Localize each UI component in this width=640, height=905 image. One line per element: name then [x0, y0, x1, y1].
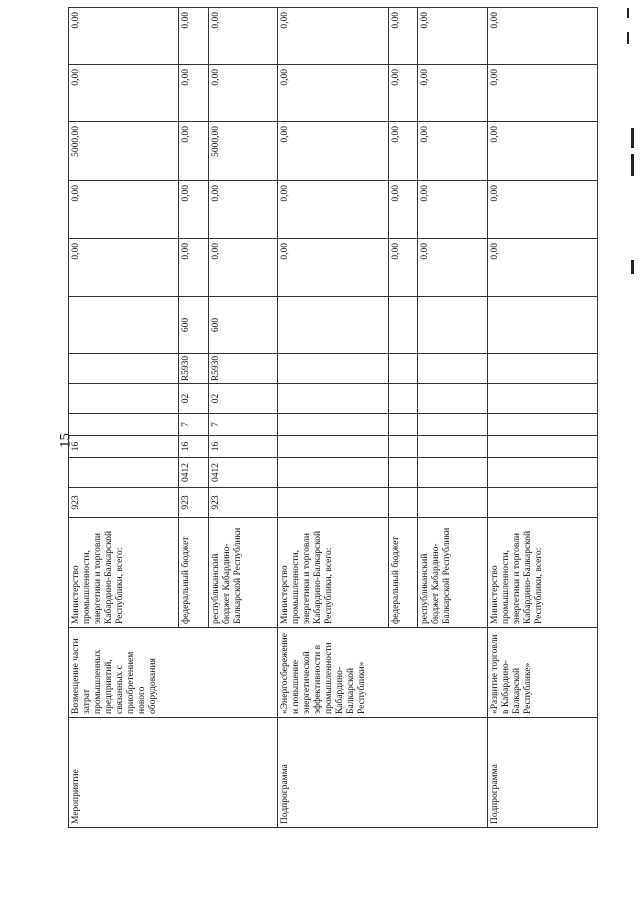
amount-cell-v4: 0,00	[487, 65, 597, 122]
code-cell-cs: R5930	[179, 354, 208, 384]
code-cell-rz: 0412	[179, 458, 208, 488]
amount-cell-v3: 0,00	[179, 122, 208, 181]
code-cell-rz	[278, 458, 388, 488]
code-cell-pr: 16	[208, 436, 278, 458]
code-cell-rz	[487, 458, 597, 488]
code-cell-pgp	[69, 384, 179, 414]
code-cell-gp	[388, 414, 417, 436]
amount-cell-v3: 0,00	[417, 122, 487, 181]
amount-cell-v3: 5000,00	[208, 122, 278, 181]
amount-cell-v4: 0,00	[388, 65, 417, 122]
code-cell-cs	[388, 354, 417, 384]
executor-cell: Министерство промышленности, энергетики и торговли Кабардино-Балкарской Республики, всего:	[487, 518, 597, 628]
code-cell-grbs	[278, 488, 388, 518]
code-cell-pgp	[278, 384, 388, 414]
code-cell-vr	[417, 297, 487, 354]
row-name-cell: «Развитие торговли в Кабардино-Балкарской Республике»	[487, 628, 597, 718]
amount-cell-v5: 0,00	[208, 8, 278, 65]
amount-cell-v2: 0,00	[69, 181, 179, 239]
amount-cell-v1: 0,00	[69, 239, 179, 297]
amount-cell-v5: 0,00	[69, 8, 179, 65]
code-cell-rz: 0412	[208, 458, 278, 488]
amount-cell-v2: 0,00	[487, 181, 597, 239]
code-cell-pr: 16	[69, 436, 179, 458]
amount-cell-v3: 5000,00	[69, 122, 179, 181]
page-number: 15	[57, 433, 74, 448]
code-cell-gp	[69, 414, 179, 436]
code-cell-cs	[278, 354, 388, 384]
code-cell-vr	[487, 297, 597, 354]
table-row	[278, 8, 388, 828]
amount-cell-v4: 0,00	[278, 65, 388, 122]
code-cell-rz	[69, 458, 179, 488]
executor-cell: республиканский бюджет Кабардино-Балкарской Республики	[208, 518, 278, 628]
amount-cell-v5: 0,00	[388, 8, 417, 65]
code-cell-gp	[487, 414, 597, 436]
amount-cell-v1: 0,00	[179, 239, 208, 297]
code-cell-cs	[69, 354, 179, 384]
code-cell-pgp: 02	[179, 384, 208, 414]
code-cell-pgp	[487, 384, 597, 414]
executor-cell: федеральный бюджет	[179, 518, 208, 628]
amount-cell-v2: 0,00	[278, 181, 388, 239]
row-name-cell: Возмещение части затрат промышленных предприятий, связанных с приобретением нового оборудования	[69, 628, 278, 718]
row-type-cell: Мероприятие	[69, 718, 278, 828]
amount-cell-v4: 0,00	[208, 65, 278, 122]
code-cell-vr	[278, 297, 388, 354]
scan-edge-mark	[627, 8, 629, 18]
scan-edge-mark	[631, 154, 634, 176]
code-cell-pr: 16	[179, 436, 208, 458]
code-cell-rz	[388, 458, 417, 488]
amount-cell-v3: 0,00	[278, 122, 388, 181]
code-cell-gp	[278, 414, 388, 436]
amount-cell-v1: 0,00	[487, 239, 597, 297]
code-cell-gp	[417, 414, 487, 436]
executor-cell: Министерство промышленности, энергетики и торговли Кабардино-Балкарской Республики, всего:	[69, 518, 179, 628]
amount-cell-v2: 0,00	[179, 181, 208, 239]
scan-edge-mark	[627, 32, 629, 44]
executor-cell: республиканский бюджет Кабардино-Балкарской Республики	[417, 518, 487, 628]
scan-edge-mark	[631, 128, 634, 148]
amount-cell-v4: 0,00	[69, 65, 179, 122]
amount-cell-v5: 0,00	[278, 8, 388, 65]
code-cell-pgp	[388, 384, 417, 414]
amount-cell-v4: 0,00	[179, 65, 208, 122]
code-cell-cs: R5930	[208, 354, 278, 384]
amount-cell-v5: 0,00	[417, 8, 487, 65]
code-cell-pr	[278, 436, 388, 458]
executor-cell: федеральный бюджет	[388, 518, 417, 628]
amount-cell-v1: 0,00	[278, 239, 388, 297]
code-cell-cs	[487, 354, 597, 384]
amount-cell-v5: 0,00	[179, 8, 208, 65]
row-type-cell: Подпрограмма	[278, 718, 487, 828]
amount-cell-v1: 0,00	[388, 239, 417, 297]
code-cell-rz	[417, 458, 487, 488]
code-cell-grbs	[388, 488, 417, 518]
code-cell-vr: 600	[208, 297, 278, 354]
code-cell-gp: 7	[208, 414, 278, 436]
code-cell-grbs: 923	[69, 488, 179, 518]
scan-edge-mark	[631, 260, 634, 274]
amount-cell-v3: 0,00	[388, 122, 417, 181]
code-cell-pgp: 02	[208, 384, 278, 414]
code-cell-vr: 600	[179, 297, 208, 354]
rotated-table-area	[68, 12, 598, 828]
code-cell-grbs: 923	[208, 488, 278, 518]
executor-cell: Министерство промышленности, энергетики и торговли Кабардино-Балкарской Республики, всего:	[278, 518, 388, 628]
table-row	[487, 8, 597, 828]
amount-cell-v2: 0,00	[388, 181, 417, 239]
code-cell-vr	[388, 297, 417, 354]
code-cell-grbs	[417, 488, 487, 518]
table-row	[69, 8, 179, 828]
code-cell-pr	[487, 436, 597, 458]
amount-cell-v4: 0,00	[417, 65, 487, 122]
code-cell-pgp	[417, 384, 487, 414]
code-cell-grbs	[487, 488, 597, 518]
amount-cell-v5: 0,00	[487, 8, 597, 65]
amount-cell-v2: 0,00	[417, 181, 487, 239]
amount-cell-v3: 0,00	[487, 122, 597, 181]
row-name-cell: «Энергосбережение и повышение энергетической эффективности в промышленности Кабардино-Балкарской Республики»	[278, 628, 487, 718]
code-cell-pr	[388, 436, 417, 458]
amount-cell-v1: 0,00	[417, 239, 487, 297]
budget-table	[68, 7, 598, 828]
code-cell-vr	[69, 297, 179, 354]
amount-cell-v1: 0,00	[208, 239, 278, 297]
code-cell-pr	[417, 436, 487, 458]
row-type-cell: Подпрограмма	[487, 718, 597, 828]
code-cell-gp: 7	[179, 414, 208, 436]
code-cell-grbs: 923	[179, 488, 208, 518]
amount-cell-v2: 0,00	[208, 181, 278, 239]
code-cell-cs	[417, 354, 487, 384]
